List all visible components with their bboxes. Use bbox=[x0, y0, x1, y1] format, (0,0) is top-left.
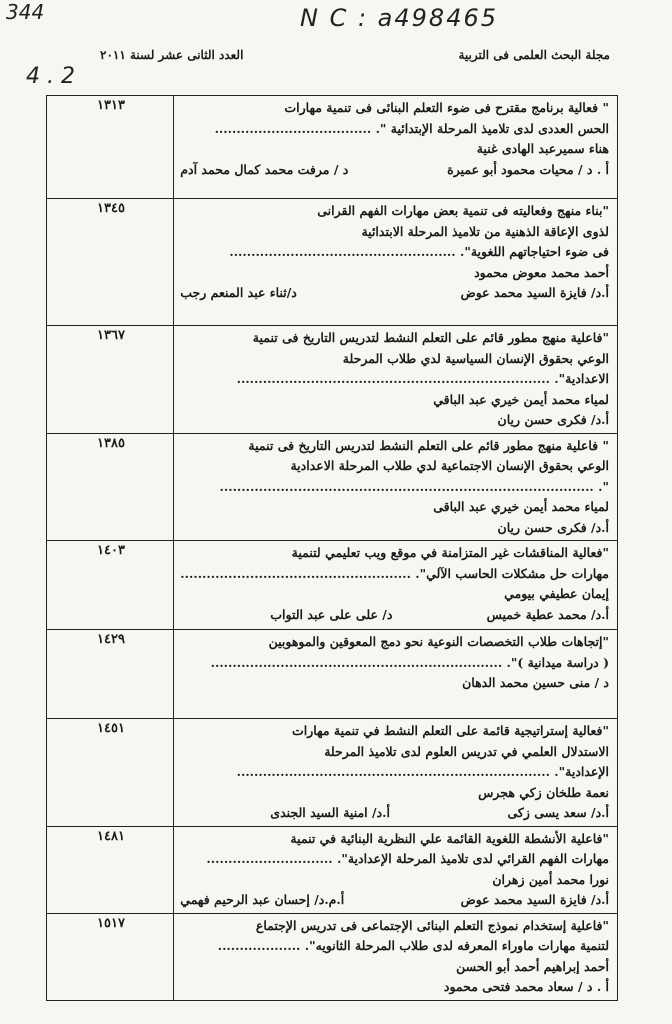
entry-content bbox=[174, 96, 618, 199]
entry-content bbox=[174, 541, 618, 630]
entry-page-number: ١٤٨١ bbox=[47, 826, 174, 913]
entry-title-line: الوعي بحقوق الإنسان السياسية لدي طلاب المرحلة bbox=[342, 350, 609, 366]
entry-title-line: " فعالية برنامج مقترح فى ضوء التعلم البنائى فى تنمية مهارات bbox=[284, 100, 609, 115]
toc-entry bbox=[47, 433, 618, 541]
entry-title-line: "فعالية المناقشات غير المتزامنة في موقع ويب تعليمي لتنمية bbox=[291, 545, 609, 560]
entry-author: نورا محمد أمين زهران bbox=[492, 871, 609, 887]
entry-author: لمياء محمد أيمن خيري عبد الباقي bbox=[433, 391, 609, 407]
supervisor: أ.د/ فايزة السيد محمد عوض bbox=[460, 285, 609, 300]
entry-title-line: الوعي بحقوق الإنسان الاجتماعية لدي طلاب المرحلة الاعدادية bbox=[290, 458, 609, 473]
toc-entry bbox=[47, 630, 618, 719]
entry-page-number: ١٣٨٥ bbox=[47, 433, 174, 541]
entry-author: أحمد إبراهيم أحمد أبو الحسن bbox=[456, 958, 609, 974]
toc-entry bbox=[47, 719, 618, 827]
handwritten-call-number: N C : a498465 bbox=[300, 4, 499, 32]
entry-supervisors bbox=[180, 160, 609, 181]
toc-entry bbox=[47, 199, 618, 326]
entry-page-number: ١٣٤٥ bbox=[47, 199, 174, 326]
table-of-contents bbox=[46, 95, 618, 1001]
toc-entry bbox=[47, 826, 618, 913]
supervisor: أ . د / سعاد محمد فتحى محمود bbox=[443, 979, 609, 994]
entry-content bbox=[174, 326, 618, 434]
entry-page-number: ١٥١٧ bbox=[47, 913, 174, 1000]
entry-title-line: الاستدلال العلمي في تدريس العلوم لدى تلاميذ المرحلة bbox=[324, 743, 609, 759]
entry-title-line: مهارات الفهم القرائي لدى تلاميذ المرحلة الإعدادية". ............................. bbox=[206, 851, 609, 866]
entry-title-line: مهارات حل مشكلات الحاسب الآلي". ..................................................... bbox=[180, 565, 609, 581]
entry-title-line: لتنمية مهارات ماوراء المعرفه لدى طلاب المرحلة الثانويه". ................... bbox=[217, 938, 609, 953]
supervisor: أ.د/ فايزة السيد محمد عوض bbox=[460, 892, 609, 907]
entry-title-line: "فاعلية الأنشطة اللغوية القائمة علي النظرية البنائية في تنمية bbox=[290, 830, 609, 846]
entry-author: أحمد محمد معوض محمود bbox=[474, 264, 609, 280]
toc-entry bbox=[47, 913, 618, 1000]
entry-supervisors bbox=[180, 605, 609, 626]
entry-title-line: فى ضوء احتياجاتهم اللغوية". .................................................... bbox=[229, 244, 609, 259]
entry-title-line: "فعالية إستراتيجية قائمة على التعلم النشط في تنمية مهارات bbox=[291, 723, 609, 738]
entry-page-number: ١٤٢٩ bbox=[47, 630, 174, 719]
entry-title-line: الحس العددى لدى تلاميذ المرحلة الإبتدائية ". .................................... bbox=[214, 120, 609, 136]
entry-title-line: الإعدادية". ........................................................................ bbox=[236, 764, 609, 779]
entry-content bbox=[174, 199, 618, 326]
entry-content bbox=[174, 433, 618, 541]
supervisor: أ . د / محيات محمود أبو عميرة bbox=[447, 161, 609, 177]
toc-entry bbox=[47, 326, 618, 434]
toc-entry bbox=[47, 541, 618, 630]
entry-content bbox=[174, 630, 618, 719]
entry-supervisors bbox=[180, 803, 609, 824]
supervisor: أ.م.د/ إحسان عبد الرحيم فهمي bbox=[180, 892, 345, 907]
entry-page-number: ١٤٥١ bbox=[47, 719, 174, 827]
entry-title-line: "فاعلية منهج مطور قائم على التعلم النشط لتدريس التاريخ فى تنمية bbox=[252, 330, 609, 345]
handwritten-corner-number: 344 bbox=[6, 0, 45, 24]
entry-page-number: ١٣٦٧ bbox=[47, 326, 174, 434]
entry-author: نعمة طلخان زكي هجرس bbox=[478, 784, 609, 800]
toc-entry bbox=[47, 96, 618, 199]
entry-author: إيمان عطيفي بيومي bbox=[504, 586, 609, 601]
entry-title-line: "إتجاهات طلاب التخصصات النوعية نحو دمج المعوقين والموهوبين bbox=[268, 634, 609, 649]
supervisor: د/ثناء عبد المنعم رجب bbox=[180, 285, 297, 300]
entry-title-line: لذوى الإعاقة الذهنية من تلاميذ المرحلة الابتدائية bbox=[361, 223, 609, 239]
supervisor: أ.د/ فكرى حسن ريان bbox=[497, 412, 609, 427]
entry-page-number: ١٤٠٣ bbox=[47, 541, 174, 630]
supervisor: د/ على على عبد التواب bbox=[270, 606, 393, 622]
entry-content bbox=[174, 826, 618, 913]
entry-author: هناء سميرعبد الهادى غنية bbox=[476, 141, 609, 156]
entry-author: د / منى حسين محمد الدهان bbox=[462, 675, 609, 690]
entry-supervisors bbox=[180, 890, 609, 911]
entry-title-line: "فاعلية إستخدام نموذج التعلم البنائى الإجتماعى فى تدريس الإجتماع bbox=[255, 917, 609, 933]
entry-supervisors bbox=[180, 283, 609, 304]
handwritten-side-note: 4 . 2 bbox=[26, 64, 75, 89]
entry-title-line: ". ...................................................................................... bbox=[219, 478, 609, 494]
issue-info: العدد الثانى عشر لسنة ٢٠١١ bbox=[100, 48, 244, 62]
entry-content bbox=[174, 913, 618, 1000]
journal-header bbox=[60, 48, 610, 70]
entry-content bbox=[174, 719, 618, 827]
supervisor: أ.د/ محمد عطية خميس bbox=[486, 606, 609, 622]
entry-page-number: ١٣١٣ bbox=[47, 96, 174, 199]
entry-title-line: " فاعلية منهج مطور قائم على التعلم النشط لتدريس التاريخ فى تنمية bbox=[248, 437, 609, 453]
entry-author: لمياء محمد أيمن خيري عبد الباقى bbox=[433, 499, 609, 514]
supervisor: أ.د/ سعد يسى زكى bbox=[507, 805, 609, 820]
entry-title-line: "بناء منهج وفعاليته فى تنمية بعض مهارات الفهم القرانى bbox=[317, 203, 609, 218]
journal-name: مجلة البحث العلمى فى التربية bbox=[458, 48, 610, 62]
supervisor: أ.د/ امنية السيد الجندى bbox=[270, 805, 390, 820]
supervisor: أ.د/ فكرى حسن ريان bbox=[497, 519, 609, 535]
entry-title-line: الاعدادية". ........................................................................ bbox=[236, 371, 609, 386]
supervisor: د / مرفت محمد كمال محمد آدم bbox=[180, 161, 349, 177]
entry-title-line: ( دراسة ميدانية )". ................................................................... bbox=[210, 654, 609, 670]
